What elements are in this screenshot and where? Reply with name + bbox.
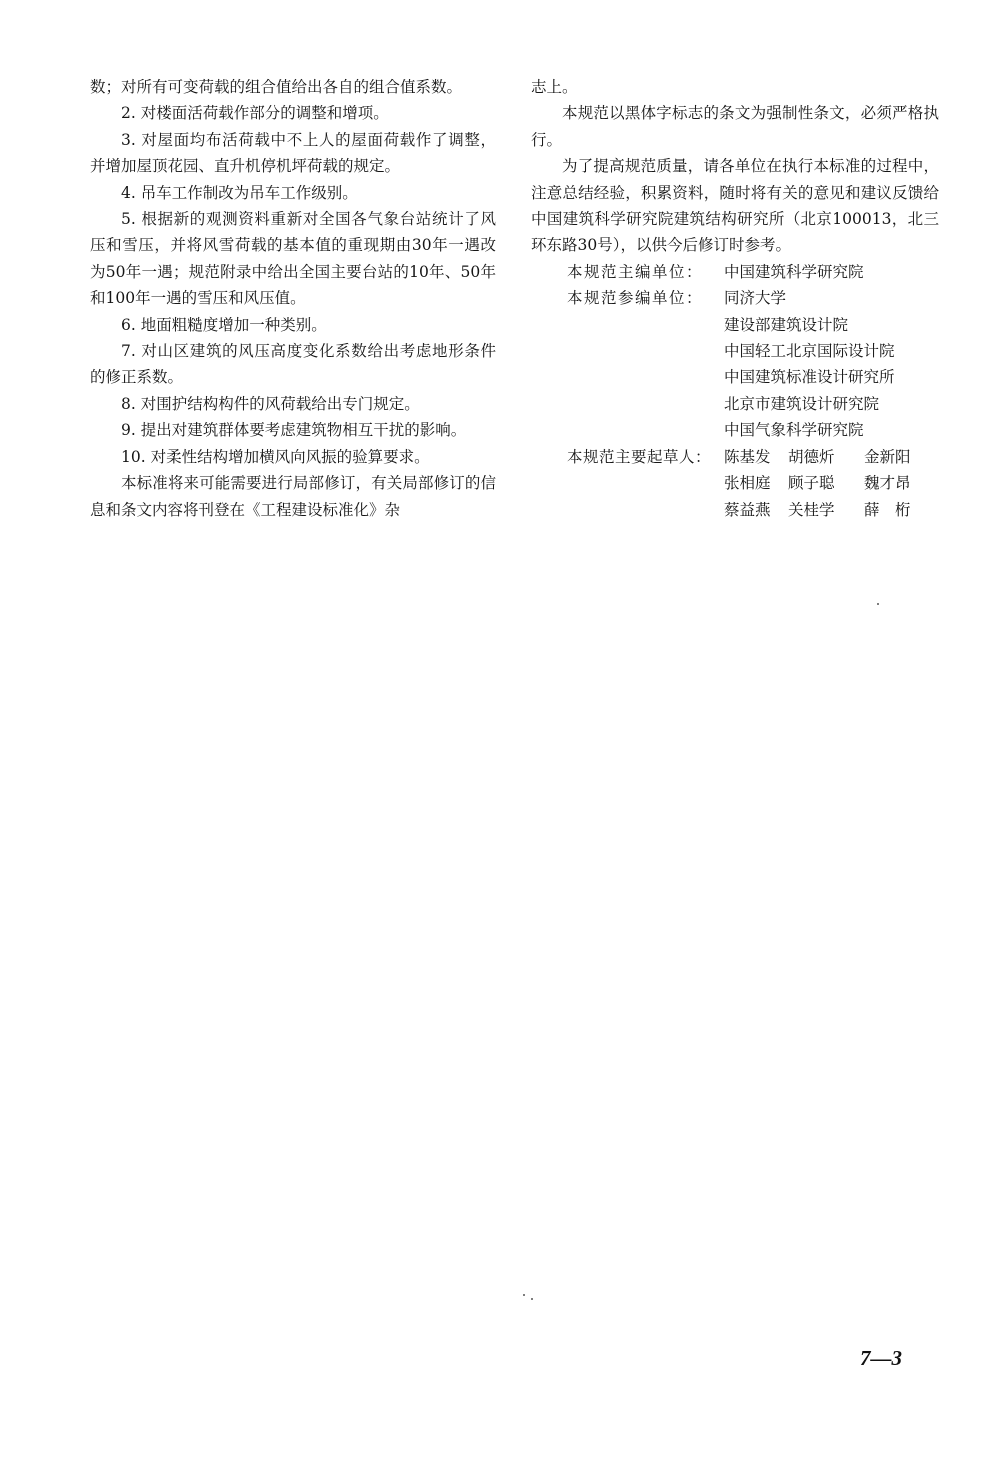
paragraph: 本标准将来可能需要进行局部修订，有关局部修订的信息和条文内容将刊登在《工程建设标准化》杂 — [90, 474, 496, 519]
paragraph: 志上。 — [531, 78, 578, 96]
participant-unit: 建设部建筑设计院 — [724, 315, 849, 334]
paragraph: 5. 根据新的观测资料重新对全国各气象台站统计了风压和雪压，并将风雪荷载的基本值的重现期由30年一遇改为50年一遇；规范附录中给出全国主要台站的10年、50年和100年一遇的雪压和风压值。 — [90, 210, 496, 308]
drafter-name: 蔡益燕 — [724, 500, 771, 519]
left-column — [90, 74, 496, 523]
participant-unit: 中国建筑标准设计研究所 — [724, 368, 895, 387]
participant-unit: 中国气象科学研究院 — [724, 421, 864, 440]
participants-row — [531, 285, 939, 443]
drafter-name: 薛 桁 — [864, 500, 911, 519]
participants-label: 本规范参编单位： — [567, 289, 704, 308]
paragraph: 数；对所有可变荷载的组合值给出各自的组合值系数。 — [90, 78, 463, 96]
paragraph: 为了提高规范质量，请各单位在执行本标准的过程中，注意总结经验，积累资料，随时将有关的意见和建议反馈给中国建筑科学研究院建筑结构研究所（北京100013，北三环东路30号），以供今后修订时参考。 — [531, 157, 939, 255]
scan-speck — [523, 1294, 525, 1296]
paragraph: 本规范以黑体字标志的条文为强制性条文，必须严格执行。 — [531, 104, 939, 149]
drafter-name: 胡德炘 — [788, 447, 835, 466]
paragraph: 9. 提出对建筑群体要考虑建筑物相互干扰的影响。 — [121, 421, 467, 440]
drafters-list — [724, 444, 939, 523]
drafter-name: 陈基发 — [724, 447, 771, 466]
paragraph: 4. 吊车工作制改为吊车工作级别。 — [121, 183, 358, 202]
paragraph: 7. 对山区建筑的风压高度变化系数给出考虑地形条件的修正系数。 — [90, 342, 496, 387]
paragraph: 6. 地面粗糙度增加一种类别。 — [121, 315, 327, 334]
scan-speck — [531, 1298, 533, 1300]
scan-speck — [877, 603, 879, 605]
participant-unit: 北京市建筑设计研究院 — [724, 394, 880, 413]
drafter-name: 魏才昂 — [864, 474, 911, 493]
participant-unit: 同济大学 — [724, 289, 787, 308]
participant-unit: 中国轻工北京国际设计院 — [724, 342, 895, 361]
drafter-name: 顾子聪 — [788, 474, 835, 493]
chief-editor-unit: 中国建筑科学研究院 — [724, 262, 864, 281]
paragraph: 2. 对楼面活荷载作部分的调整和增项。 — [121, 104, 389, 123]
participants-list — [724, 285, 939, 443]
drafters-row — [531, 444, 939, 523]
paragraph: 3. 对屋面均布活荷载中不上人的屋面荷载作了调整，并增加屋顶花园、直升机停机坪荷载的规定。 — [90, 130, 496, 176]
paragraph: 8. 对围护结构构件的风荷载给出专门规定。 — [121, 394, 420, 413]
chief-editor-row — [531, 259, 939, 285]
drafter-name: 张相庭 — [724, 474, 771, 493]
drafter-name: 金新阳 — [864, 447, 911, 466]
page-number: 7—3 — [860, 1346, 902, 1370]
chief-editor-label: 本规范主编单位： — [567, 262, 704, 281]
paragraph: 10. 对柔性结构增加横风向风振的验算要求。 — [121, 447, 430, 466]
drafter-name: 关桂学 — [788, 500, 835, 519]
drafters-label: 本规范主要起草人： — [567, 447, 712, 466]
right-column — [531, 74, 939, 523]
